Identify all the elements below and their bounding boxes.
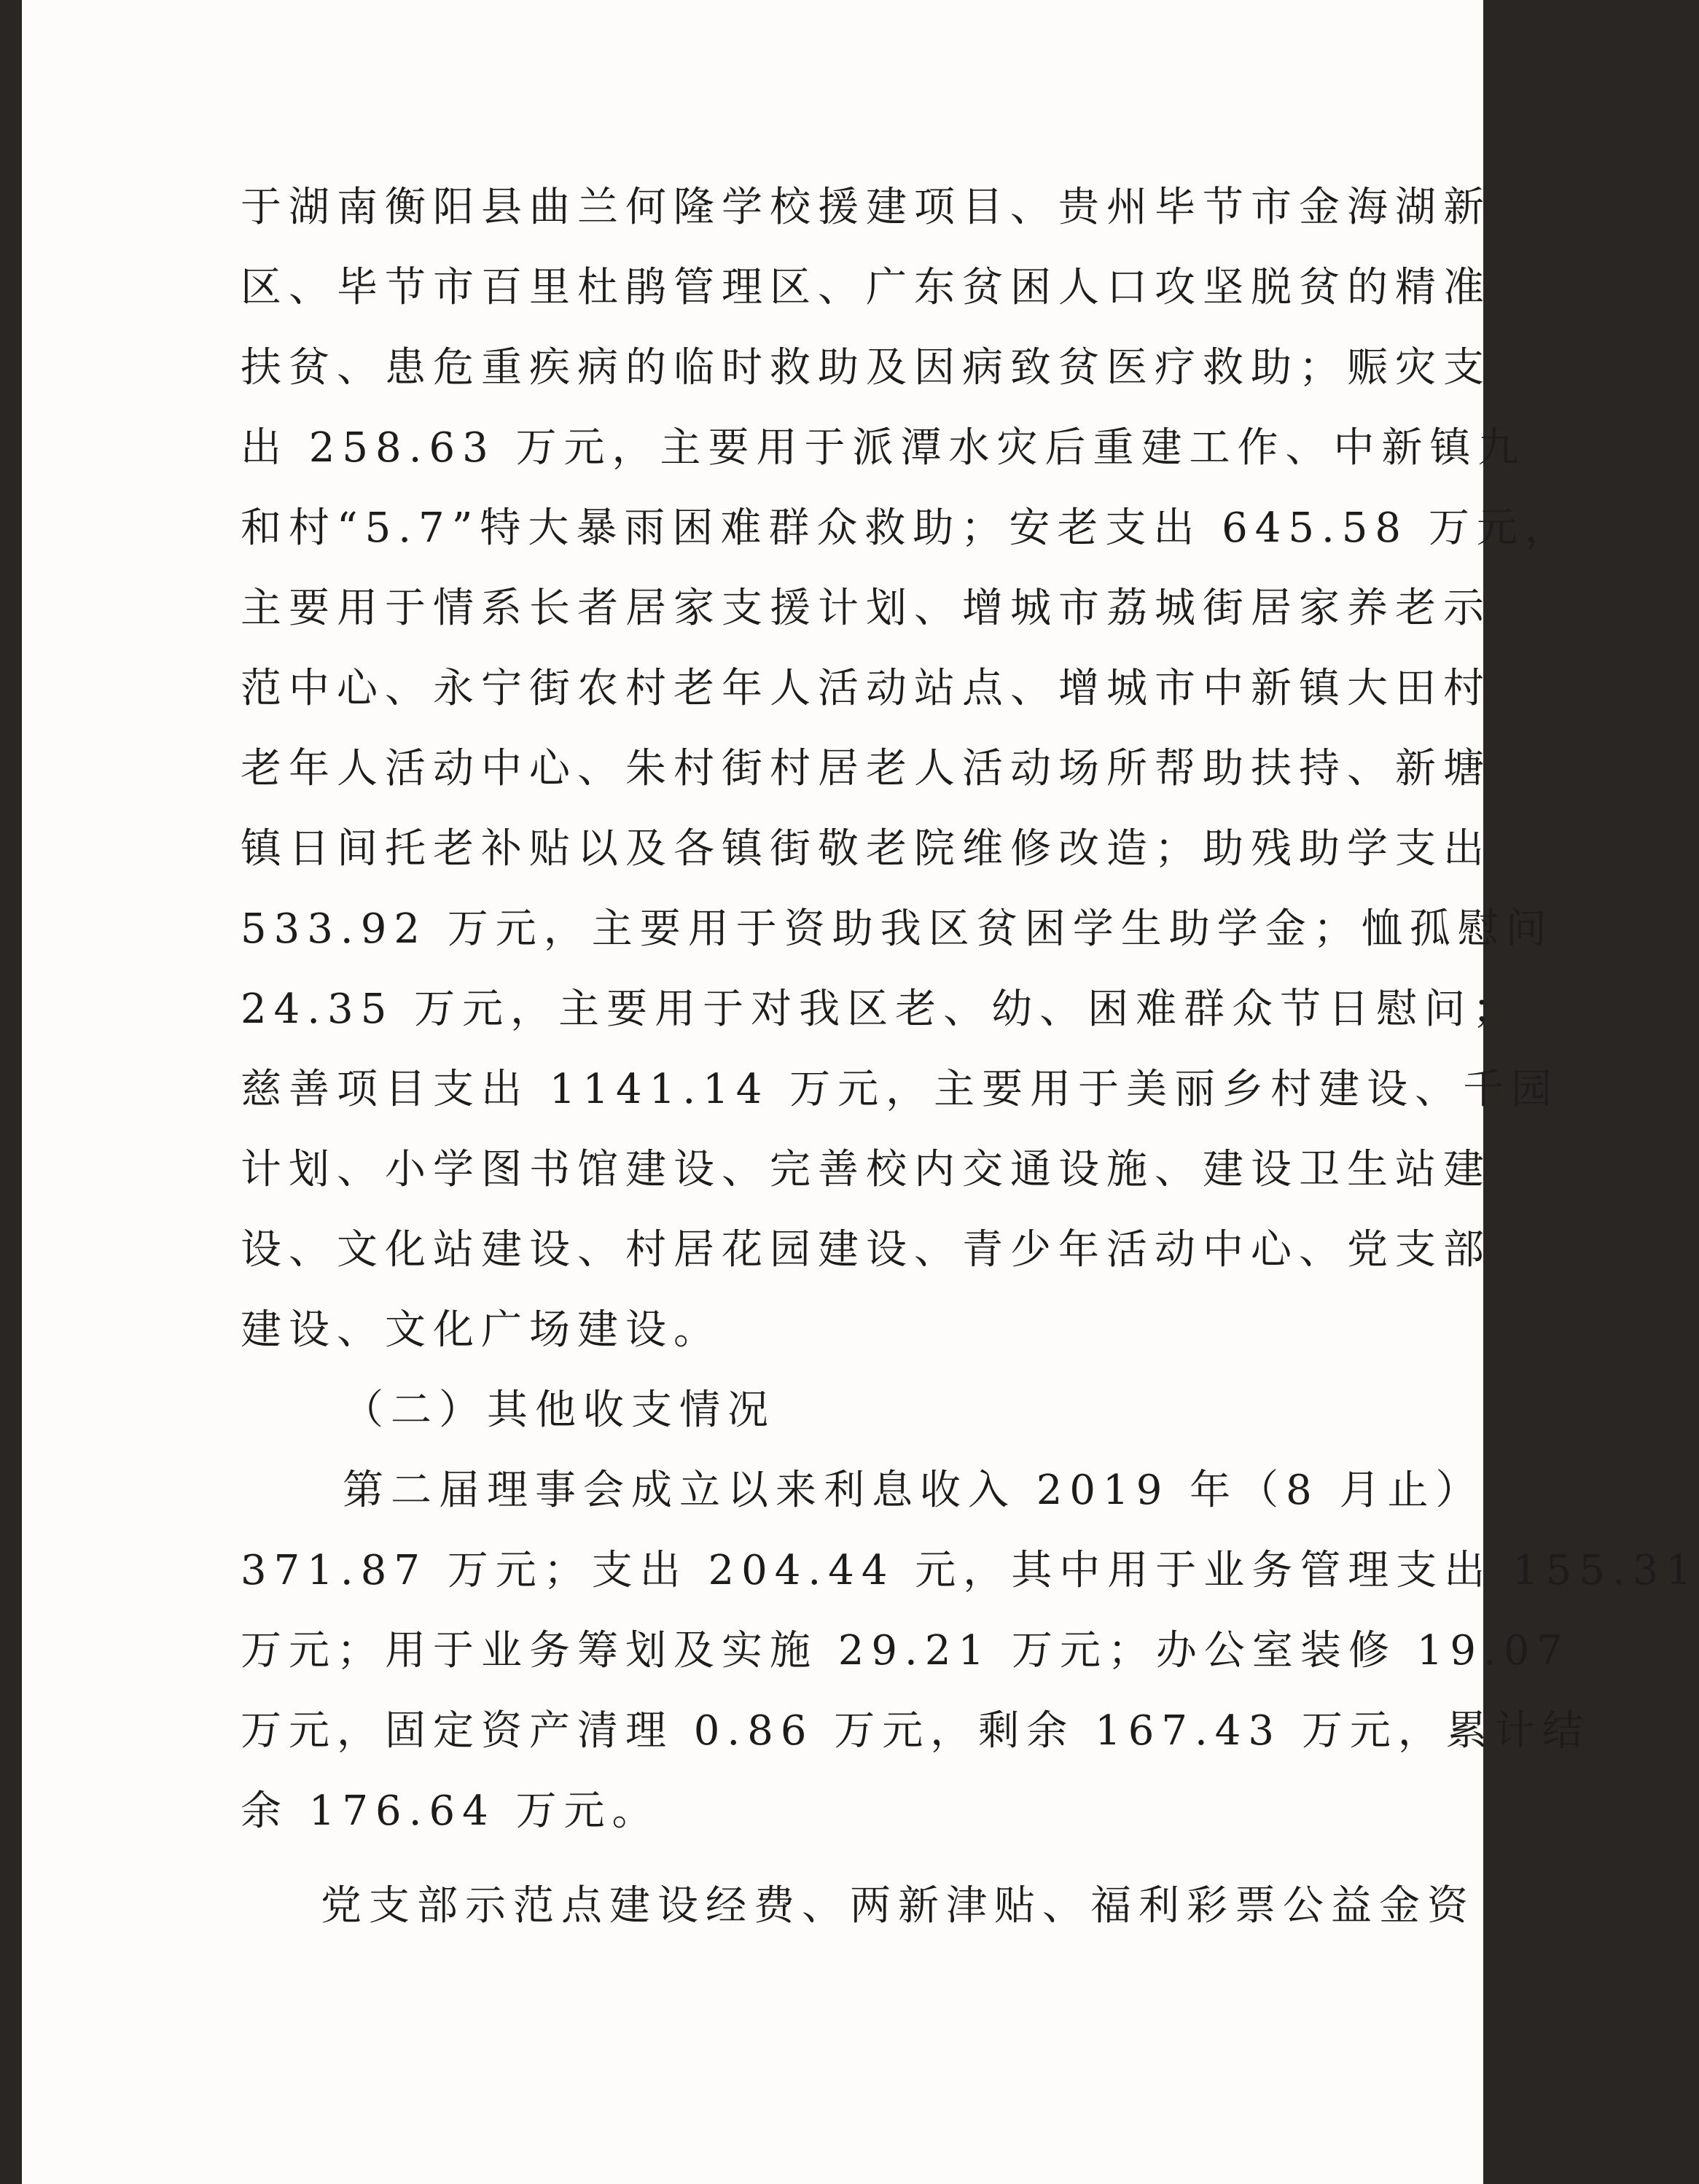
paragraph-relief-spending [241,168,1573,1370]
text-line: 余 176.64 万元。 [241,1787,660,1835]
paragraph-other-income [241,1451,1699,1852]
text-line: 于湖南衡阳县曲兰何隆学校援建项目、贵州毕节市金海湖新 [241,184,1491,231]
paragraph-party-branch [241,1866,1475,1946]
text-line: 镇日间托老补贴以及各镇街敬老院维修改造；助残助学支出 [241,825,1491,873]
text-line: 党支部示范点建设经费、两新津贴、福利彩票公益金资 [321,1882,1475,1930]
section-heading-other-income [241,1370,1312,1451]
text-line: 和村“5.7”特大暴雨困难群众救助；安老支出 645.58 万元， [241,504,1573,552]
text-line: 设、文化站建设、村居花园建设、青少年活动中心、党支部 [241,1226,1491,1274]
text-line: 371.87 万元；支出 204.44 元，其中用于业务管理支出 155.31 [241,1547,1699,1594]
text-line: 老年人活动中心、朱村街村居老人活动场所帮助扶持、新塘 [241,745,1491,792]
text-line: 出 258.63 万元，主要用于派潭水灾后重建工作、中新镇九 [241,424,1526,472]
text-line: 区、毕节市百里杜鹃管理区、广东贫困人口攻坚脱贫的精准 [241,264,1491,311]
text-line: 建设、文化广场建设。 [241,1306,722,1354]
section-heading: （二）其他收支情况 [343,1387,776,1434]
text-line: 主要用于情系长者居家支援计划、增城市荔城街居家养老示 [241,585,1491,632]
text-line: 慈善项目支出 1141.14 万元，主要用于美丽乡村建设、千园 [241,1066,1560,1113]
text-line: 第二届理事会成立以来利息收入 2019 年（8 月止） [343,1467,1484,1514]
text-line: 计划、小学图书馆建设、完善校内交通设施、建设卫生站建 [241,1146,1491,1193]
document-page [22,0,1699,2184]
text-line: 533.92 万元，主要用于资助我区贫困学生助学金；恤孤慰问 [241,905,1554,953]
text-line: 范中心、永宁街农村老年人活动站点、增城市中新镇大田村 [241,665,1491,712]
text-line: 万元，固定资产清理 0.86 万元，剩余 167.43 万元，累计结 [241,1707,1590,1755]
text-line: 万元；用于业务筹划及实施 29.21 万元；办公室装修 19.07 [241,1627,1571,1674]
text-line: 扶贫、患危重疾病的临时救助及因病致贫医疗救助；赈灾支 [241,344,1491,391]
text-line: 24.35 万元，主要用于对我区老、幼、困难群众节日慰问； [241,986,1521,1033]
